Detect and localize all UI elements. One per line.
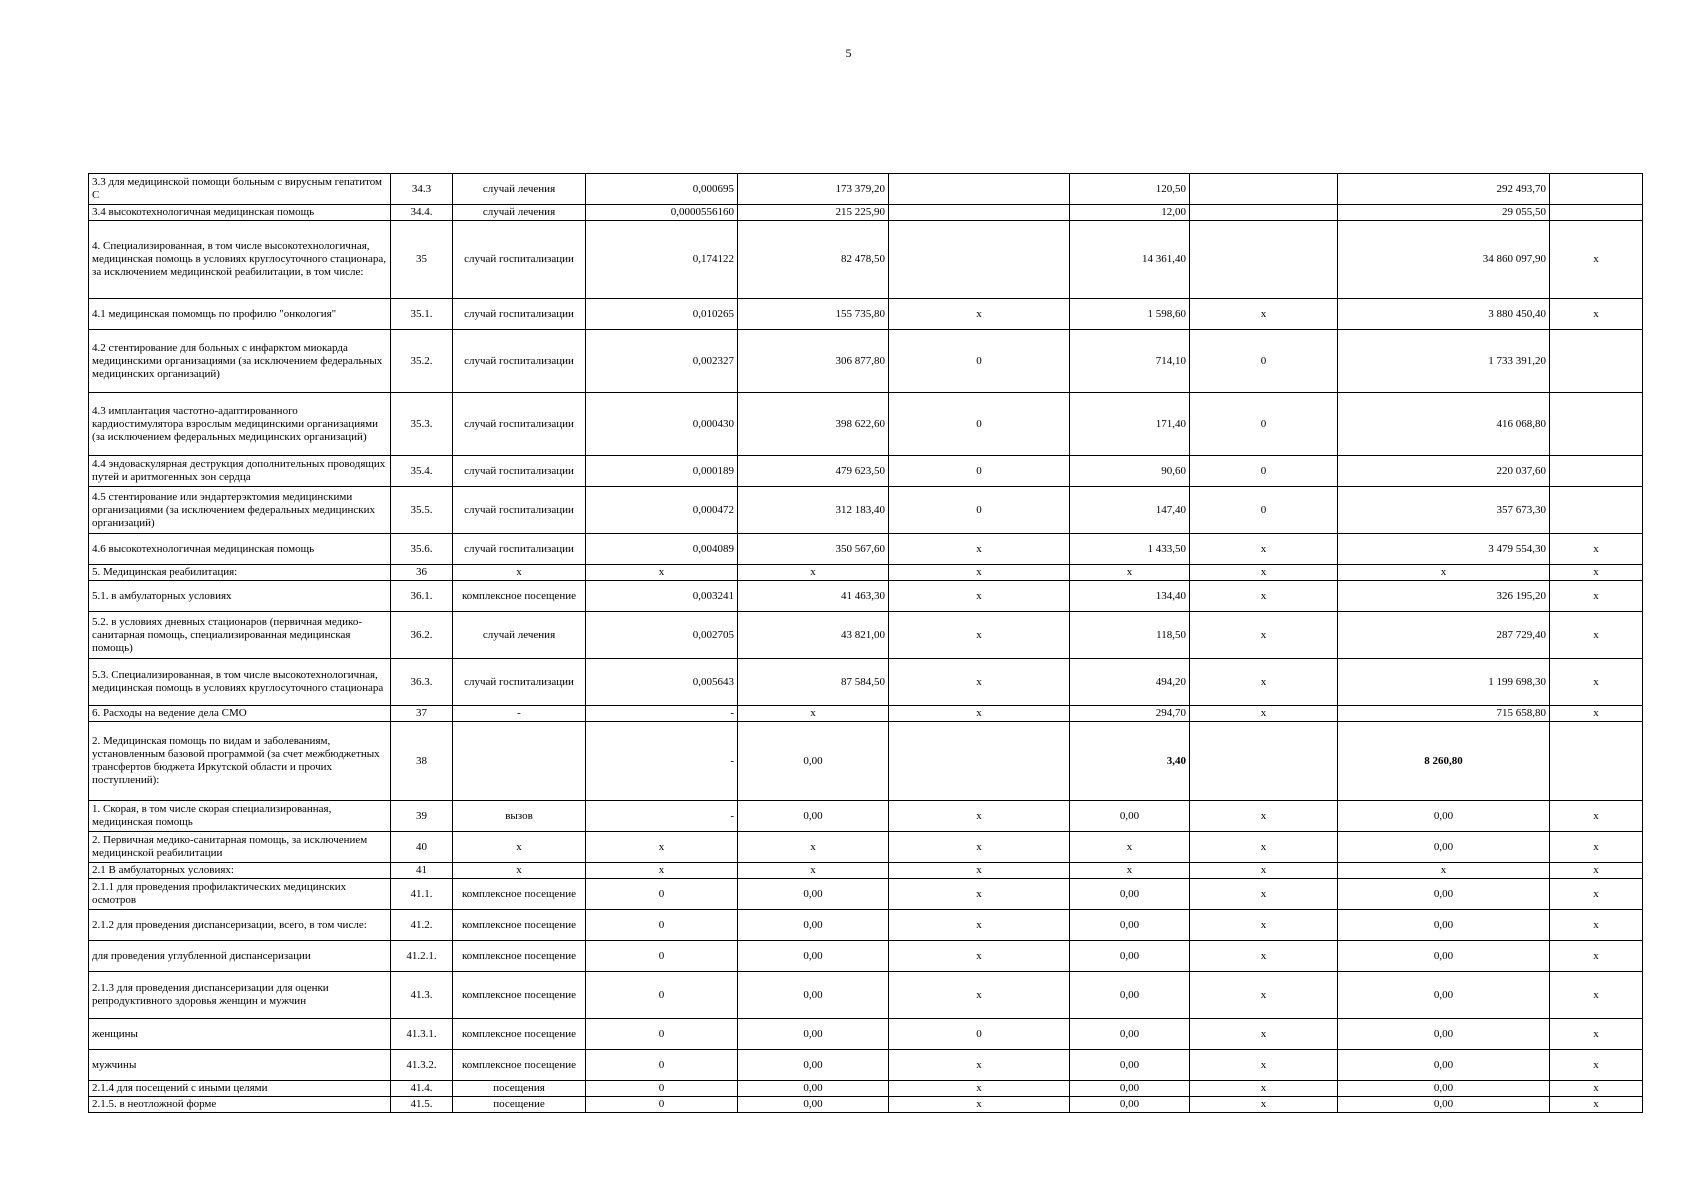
total-cell: 3 880 450,40 <box>1338 299 1550 330</box>
col6-cell <box>889 174 1070 205</box>
cost-cell: 312 183,40 <box>738 487 889 534</box>
col10-cell: x <box>1550 1050 1643 1081</box>
col6-cell <box>889 722 1070 801</box>
total-cell: 357 673,30 <box>1338 487 1550 534</box>
table-row <box>89 330 1643 393</box>
row-code: 41.3. <box>391 972 453 1019</box>
table-row <box>89 863 1643 879</box>
col6-cell: 0 <box>889 330 1070 393</box>
row-label: 6. Расходы на ведение дела СМО <box>89 706 391 722</box>
volume-cell: 0,000430 <box>586 393 738 456</box>
unit-cell: случай госпитализации <box>453 487 586 534</box>
row-label: 3.3 для медицинской помощи больным с вирусным гепатитом С <box>89 174 391 205</box>
cost-cell: 0,00 <box>738 722 889 801</box>
per-capita-cell: 120,50 <box>1070 174 1190 205</box>
col6-cell: x <box>889 565 1070 581</box>
row-label: 4.3 имплантация частотно-адаптированного кардиостимулятора взрослым медицинскими организациями (за исключением федеральных медицинских организаций) <box>89 393 391 456</box>
unit-cell: x <box>453 863 586 879</box>
unit-cell: случай лечения <box>453 612 586 659</box>
cost-cell: 82 478,50 <box>738 221 889 299</box>
col8-cell <box>1190 174 1338 205</box>
total-cell: 0,00 <box>1338 832 1550 863</box>
total-cell: 3 479 554,30 <box>1338 534 1550 565</box>
col8-cell: x <box>1190 612 1338 659</box>
row-code: 35.3. <box>391 393 453 456</box>
row-code: 37 <box>391 706 453 722</box>
col6-cell: x <box>889 863 1070 879</box>
per-capita-cell: 3,40 <box>1070 722 1190 801</box>
row-label: 4.1 медицинская помомщь по профилю "онкология" <box>89 299 391 330</box>
unit-cell: случай лечения <box>453 205 586 221</box>
col10-cell <box>1550 487 1643 534</box>
table-row <box>89 910 1643 941</box>
per-capita-cell: 0,00 <box>1070 801 1190 832</box>
total-cell: 0,00 <box>1338 801 1550 832</box>
volume-cell: - <box>586 722 738 801</box>
row-code: 39 <box>391 801 453 832</box>
col10-cell <box>1550 722 1643 801</box>
cost-cell: 43 821,00 <box>738 612 889 659</box>
volume-cell: - <box>586 706 738 722</box>
col6-cell: x <box>889 941 1070 972</box>
cost-cell: 0,00 <box>738 1081 889 1097</box>
row-code: 36.3. <box>391 659 453 706</box>
cost-cell: 0,00 <box>738 879 889 910</box>
unit-cell: комплексное посещение <box>453 910 586 941</box>
cost-cell: 0,00 <box>738 1019 889 1050</box>
per-capita-cell: 14 361,40 <box>1070 221 1190 299</box>
unit-cell: комплексное посещение <box>453 879 586 910</box>
row-label: 5. Медицинская реабилитация: <box>89 565 391 581</box>
row-code: 35.1. <box>391 299 453 330</box>
total-cell: 326 195,20 <box>1338 581 1550 612</box>
total-cell: 715 658,80 <box>1338 706 1550 722</box>
per-capita-cell: 294,70 <box>1070 706 1190 722</box>
per-capita-cell: x <box>1070 863 1190 879</box>
row-code: 41.2.1. <box>391 941 453 972</box>
col10-cell: x <box>1550 565 1643 581</box>
row-code: 36.2. <box>391 612 453 659</box>
row-code: 35.6. <box>391 534 453 565</box>
col8-cell: x <box>1190 565 1338 581</box>
unit-cell: вызов <box>453 801 586 832</box>
cost-cell: 173 379,20 <box>738 174 889 205</box>
col6-cell: x <box>889 612 1070 659</box>
total-cell: 29 055,50 <box>1338 205 1550 221</box>
per-capita-cell: 494,20 <box>1070 659 1190 706</box>
row-label: 2.1.1 для проведения профилактических медицинских осмотров <box>89 879 391 910</box>
col8-cell: x <box>1190 910 1338 941</box>
row-code: 35.5. <box>391 487 453 534</box>
volume-cell: 0 <box>586 879 738 910</box>
table-row <box>89 487 1643 534</box>
table-row <box>89 221 1643 299</box>
col8-cell: x <box>1190 972 1338 1019</box>
col8-cell: x <box>1190 1081 1338 1097</box>
col8-cell: x <box>1190 1097 1338 1113</box>
volume-cell: 0,010265 <box>586 299 738 330</box>
per-capita-cell: 0,00 <box>1070 972 1190 1019</box>
col6-cell: 0 <box>889 456 1070 487</box>
row-code: 41.5. <box>391 1097 453 1113</box>
table-body <box>89 174 1643 1113</box>
cost-cell: 306 877,80 <box>738 330 889 393</box>
table-row <box>89 1050 1643 1081</box>
table-row <box>89 393 1643 456</box>
total-cell: 1 733 391,20 <box>1338 330 1550 393</box>
row-label: 4.6 высокотехнологичная медицинская помощь <box>89 534 391 565</box>
col10-cell: x <box>1550 659 1643 706</box>
table-row <box>89 1019 1643 1050</box>
unit-cell: случай лечения <box>453 174 586 205</box>
cost-cell: x <box>738 863 889 879</box>
unit-cell: случай госпитализации <box>453 393 586 456</box>
volume-cell: 0,000695 <box>586 174 738 205</box>
row-label: 2.1.4 для посещений с иными целями <box>89 1081 391 1097</box>
col8-cell: x <box>1190 801 1338 832</box>
col10-cell: x <box>1550 879 1643 910</box>
row-code: 34.3 <box>391 174 453 205</box>
col6-cell: x <box>889 706 1070 722</box>
row-label: 2. Первичная медико-санитарная помощь, за исключением медицинской реабилитации <box>89 832 391 863</box>
unit-cell: комплексное посещение <box>453 581 586 612</box>
unit-cell: случай госпитализации <box>453 534 586 565</box>
unit-cell: комплексное посещение <box>453 972 586 1019</box>
row-label: 4.5 стентирование или эндартерэктомия медицинскими организациями (за исключением федеральных медицинских организаций) <box>89 487 391 534</box>
total-cell: 0,00 <box>1338 941 1550 972</box>
unit-cell: случай госпитализации <box>453 221 586 299</box>
per-capita-cell: 0,00 <box>1070 1081 1190 1097</box>
cost-cell: 0,00 <box>738 1097 889 1113</box>
total-cell: 0,00 <box>1338 1050 1550 1081</box>
row-label: 4.4 эндоваскулярная деструкция дополнительных проводящих путей и аритмогенных зон сердца <box>89 456 391 487</box>
table-row <box>89 972 1643 1019</box>
total-cell: 34 860 097,90 <box>1338 221 1550 299</box>
volume-cell: 0,003241 <box>586 581 738 612</box>
col10-cell: x <box>1550 706 1643 722</box>
col6-cell: x <box>889 879 1070 910</box>
row-label: 2.1.5. в неотложной форме <box>89 1097 391 1113</box>
col8-cell: 0 <box>1190 456 1338 487</box>
per-capita-cell: 134,40 <box>1070 581 1190 612</box>
row-code: 36.1. <box>391 581 453 612</box>
volume-cell: 0,174122 <box>586 221 738 299</box>
col6-cell: x <box>889 832 1070 863</box>
cost-cell: 215 225,90 <box>738 205 889 221</box>
unit-cell: случай госпитализации <box>453 330 586 393</box>
col10-cell: x <box>1550 1019 1643 1050</box>
col10-cell: x <box>1550 941 1643 972</box>
table-row <box>89 205 1643 221</box>
per-capita-cell: 0,00 <box>1070 879 1190 910</box>
table-row <box>89 832 1643 863</box>
cost-cell: 479 623,50 <box>738 456 889 487</box>
table-row <box>89 581 1643 612</box>
table-row <box>89 565 1643 581</box>
col6-cell: x <box>889 910 1070 941</box>
per-capita-cell: 0,00 <box>1070 910 1190 941</box>
col6-cell: x <box>889 299 1070 330</box>
total-cell: 0,00 <box>1338 1019 1550 1050</box>
cost-cell: 350 567,60 <box>738 534 889 565</box>
col6-cell: 0 <box>889 1019 1070 1050</box>
table-row <box>89 801 1643 832</box>
volume-cell: x <box>586 863 738 879</box>
cost-cell: x <box>738 832 889 863</box>
cost-cell: 0,00 <box>738 1050 889 1081</box>
per-capita-cell: 12,00 <box>1070 205 1190 221</box>
per-capita-cell: x <box>1070 565 1190 581</box>
volume-cell: 0 <box>586 1081 738 1097</box>
col10-cell: x <box>1550 1097 1643 1113</box>
total-cell: 0,00 <box>1338 910 1550 941</box>
volume-cell: 0,002705 <box>586 612 738 659</box>
col6-cell: x <box>889 534 1070 565</box>
col8-cell: x <box>1190 534 1338 565</box>
unit-cell: посещения <box>453 1081 586 1097</box>
col6-cell: x <box>889 972 1070 1019</box>
unit-cell: комплексное посещение <box>453 941 586 972</box>
unit-cell <box>453 722 586 801</box>
per-capita-cell: 118,50 <box>1070 612 1190 659</box>
row-code: 41 <box>391 863 453 879</box>
per-capita-cell: 171,40 <box>1070 393 1190 456</box>
volume-cell: 0,0000556160 <box>586 205 738 221</box>
per-capita-cell: 0,00 <box>1070 1019 1190 1050</box>
col10-cell <box>1550 174 1643 205</box>
cost-cell: 41 463,30 <box>738 581 889 612</box>
unit-cell: - <box>453 706 586 722</box>
unit-cell: случай госпитализации <box>453 456 586 487</box>
unit-cell: комплексное посещение <box>453 1050 586 1081</box>
row-code: 35.2. <box>391 330 453 393</box>
row-label: 2. Медицинская помощь по видам и заболеваниям, установленным базовой программой (за счет межбюджетных трансфертов бюджета Иркутской области и прочих поступлений): <box>89 722 391 801</box>
cost-cell: 398 622,60 <box>738 393 889 456</box>
col10-cell: x <box>1550 612 1643 659</box>
table-row <box>89 1081 1643 1097</box>
col6-cell: x <box>889 1097 1070 1113</box>
volume-cell: 0,000472 <box>586 487 738 534</box>
row-code: 36 <box>391 565 453 581</box>
total-cell: 0,00 <box>1338 972 1550 1019</box>
col10-cell: x <box>1550 534 1643 565</box>
per-capita-cell: 1 598,60 <box>1070 299 1190 330</box>
table-row <box>89 706 1643 722</box>
col10-cell: x <box>1550 1081 1643 1097</box>
col10-cell: x <box>1550 581 1643 612</box>
volume-cell: 0,005643 <box>586 659 738 706</box>
total-cell: 0,00 <box>1338 1081 1550 1097</box>
data-table <box>88 173 1643 1113</box>
volume-cell: x <box>586 832 738 863</box>
per-capita-cell: 714,10 <box>1070 330 1190 393</box>
col8-cell: x <box>1190 299 1338 330</box>
unit-cell: случай госпитализации <box>453 659 586 706</box>
total-cell: x <box>1338 565 1550 581</box>
row-code: 41.2. <box>391 910 453 941</box>
unit-cell: случай госпитализации <box>453 299 586 330</box>
row-code: 41.3.2. <box>391 1050 453 1081</box>
row-label: женщины <box>89 1019 391 1050</box>
col8-cell: x <box>1190 879 1338 910</box>
col8-cell: 0 <box>1190 330 1338 393</box>
col8-cell: x <box>1190 706 1338 722</box>
unit-cell: x <box>453 832 586 863</box>
col8-cell: x <box>1190 1050 1338 1081</box>
row-code: 41.4. <box>391 1081 453 1097</box>
per-capita-cell: 1 433,50 <box>1070 534 1190 565</box>
col8-cell <box>1190 722 1338 801</box>
col8-cell: x <box>1190 1019 1338 1050</box>
row-label: 3.4 высокотехнологичная медицинская помощь <box>89 205 391 221</box>
table-row <box>89 722 1643 801</box>
total-cell: 0,00 <box>1338 879 1550 910</box>
cost-cell: 87 584,50 <box>738 659 889 706</box>
table-row <box>89 174 1643 205</box>
table-row <box>89 1097 1643 1113</box>
col10-cell: x <box>1550 801 1643 832</box>
row-label: 2.1.3 для проведения диспансеризации для оценки репродуктивного здоровья женщин и мужчин <box>89 972 391 1019</box>
total-cell: x <box>1338 863 1550 879</box>
unit-cell: x <box>453 565 586 581</box>
col10-cell <box>1550 330 1643 393</box>
per-capita-cell: 0,00 <box>1070 1097 1190 1113</box>
volume-cell: 0 <box>586 1019 738 1050</box>
row-label: 2.1.2 для проведения диспансеризации, всего, в том числе: <box>89 910 391 941</box>
per-capita-cell: x <box>1070 832 1190 863</box>
row-code: 41.3.1. <box>391 1019 453 1050</box>
col8-cell: x <box>1190 863 1338 879</box>
col6-cell: x <box>889 581 1070 612</box>
cost-cell: 0,00 <box>738 941 889 972</box>
col6-cell: 0 <box>889 487 1070 534</box>
volume-cell: 0,000189 <box>586 456 738 487</box>
table-row <box>89 534 1643 565</box>
row-label: 5.2. в условиях дневных стационаров (первичная медико-санитарная помощь, специализированная медицинская помощь) <box>89 612 391 659</box>
per-capita-cell: 90,60 <box>1070 456 1190 487</box>
col8-cell: x <box>1190 581 1338 612</box>
col6-cell <box>889 205 1070 221</box>
volume-cell: 0 <box>586 941 738 972</box>
row-label: 4. Специализированная, в том числе высокотехнологичная, медицинская помощь в условиях круглосуточного стационара, за исключением медицинской реабилитации, в том числе: <box>89 221 391 299</box>
col6-cell: x <box>889 1050 1070 1081</box>
col10-cell: x <box>1550 972 1643 1019</box>
table-row <box>89 456 1643 487</box>
page-number: 5 <box>845 46 852 60</box>
row-label: 1. Скорая, в том числе скорая специализированная, медицинская помощь <box>89 801 391 832</box>
cost-cell: 0,00 <box>738 972 889 1019</box>
volume-cell: 0 <box>586 1050 738 1081</box>
col10-cell: x <box>1550 221 1643 299</box>
total-cell: 416 068,80 <box>1338 393 1550 456</box>
col10-cell: x <box>1550 299 1643 330</box>
table-row <box>89 941 1643 972</box>
volume-cell: 0,002327 <box>586 330 738 393</box>
cost-cell: x <box>738 706 889 722</box>
col8-cell <box>1190 221 1338 299</box>
unit-cell: комплексное посещение <box>453 1019 586 1050</box>
per-capita-cell: 0,00 <box>1070 1050 1190 1081</box>
table-row <box>89 612 1643 659</box>
total-cell: 0,00 <box>1338 1097 1550 1113</box>
row-label: 5.1. в амбулаторных условиях <box>89 581 391 612</box>
row-code: 40 <box>391 832 453 863</box>
col10-cell <box>1550 205 1643 221</box>
cost-cell: x <box>738 565 889 581</box>
row-label: 2.1 В амбулаторных условиях: <box>89 863 391 879</box>
col10-cell: x <box>1550 863 1643 879</box>
row-label: 4.2 стентирование для больных с инфарктом миокарда медицинскими организациями (за исключением федеральных медицинских организаций) <box>89 330 391 393</box>
col6-cell: x <box>889 1081 1070 1097</box>
col6-cell: x <box>889 659 1070 706</box>
per-capita-cell: 0,00 <box>1070 941 1190 972</box>
col10-cell <box>1550 456 1643 487</box>
volume-cell: 0 <box>586 1097 738 1113</box>
col6-cell: x <box>889 801 1070 832</box>
total-cell: 287 729,40 <box>1338 612 1550 659</box>
cost-cell: 155 735,80 <box>738 299 889 330</box>
row-label: для проведения углубленной диспансеризации <box>89 941 391 972</box>
col6-cell: 0 <box>889 393 1070 456</box>
total-cell: 220 037,60 <box>1338 456 1550 487</box>
row-code: 38 <box>391 722 453 801</box>
col10-cell: x <box>1550 832 1643 863</box>
col8-cell <box>1190 205 1338 221</box>
col8-cell: x <box>1190 659 1338 706</box>
per-capita-cell: 147,40 <box>1070 487 1190 534</box>
row-code: 34.4. <box>391 205 453 221</box>
cost-cell: 0,00 <box>738 801 889 832</box>
row-code: 41.1. <box>391 879 453 910</box>
table-row <box>89 299 1643 330</box>
col8-cell: x <box>1190 832 1338 863</box>
col8-cell: x <box>1190 941 1338 972</box>
total-cell: 8 260,80 <box>1338 722 1550 801</box>
table-row <box>89 879 1643 910</box>
volume-cell: 0 <box>586 910 738 941</box>
volume-cell: 0,004089 <box>586 534 738 565</box>
unit-cell: посещение <box>453 1097 586 1113</box>
row-code: 35 <box>391 221 453 299</box>
volume-cell: x <box>586 565 738 581</box>
table-row <box>89 659 1643 706</box>
row-label: 5.3. Специализированная, в том числе высокотехнологичная, медицинская помощь в условиях круглосуточного стационара <box>89 659 391 706</box>
col8-cell: 0 <box>1190 487 1338 534</box>
col6-cell <box>889 221 1070 299</box>
total-cell: 1 199 698,30 <box>1338 659 1550 706</box>
volume-cell: 0 <box>586 972 738 1019</box>
volume-cell: - <box>586 801 738 832</box>
row-code: 35.4. <box>391 456 453 487</box>
row-label: мужчины <box>89 1050 391 1081</box>
cost-cell: 0,00 <box>738 910 889 941</box>
total-cell: 292 493,70 <box>1338 174 1550 205</box>
col10-cell <box>1550 393 1643 456</box>
col8-cell: 0 <box>1190 393 1338 456</box>
col10-cell: x <box>1550 910 1643 941</box>
